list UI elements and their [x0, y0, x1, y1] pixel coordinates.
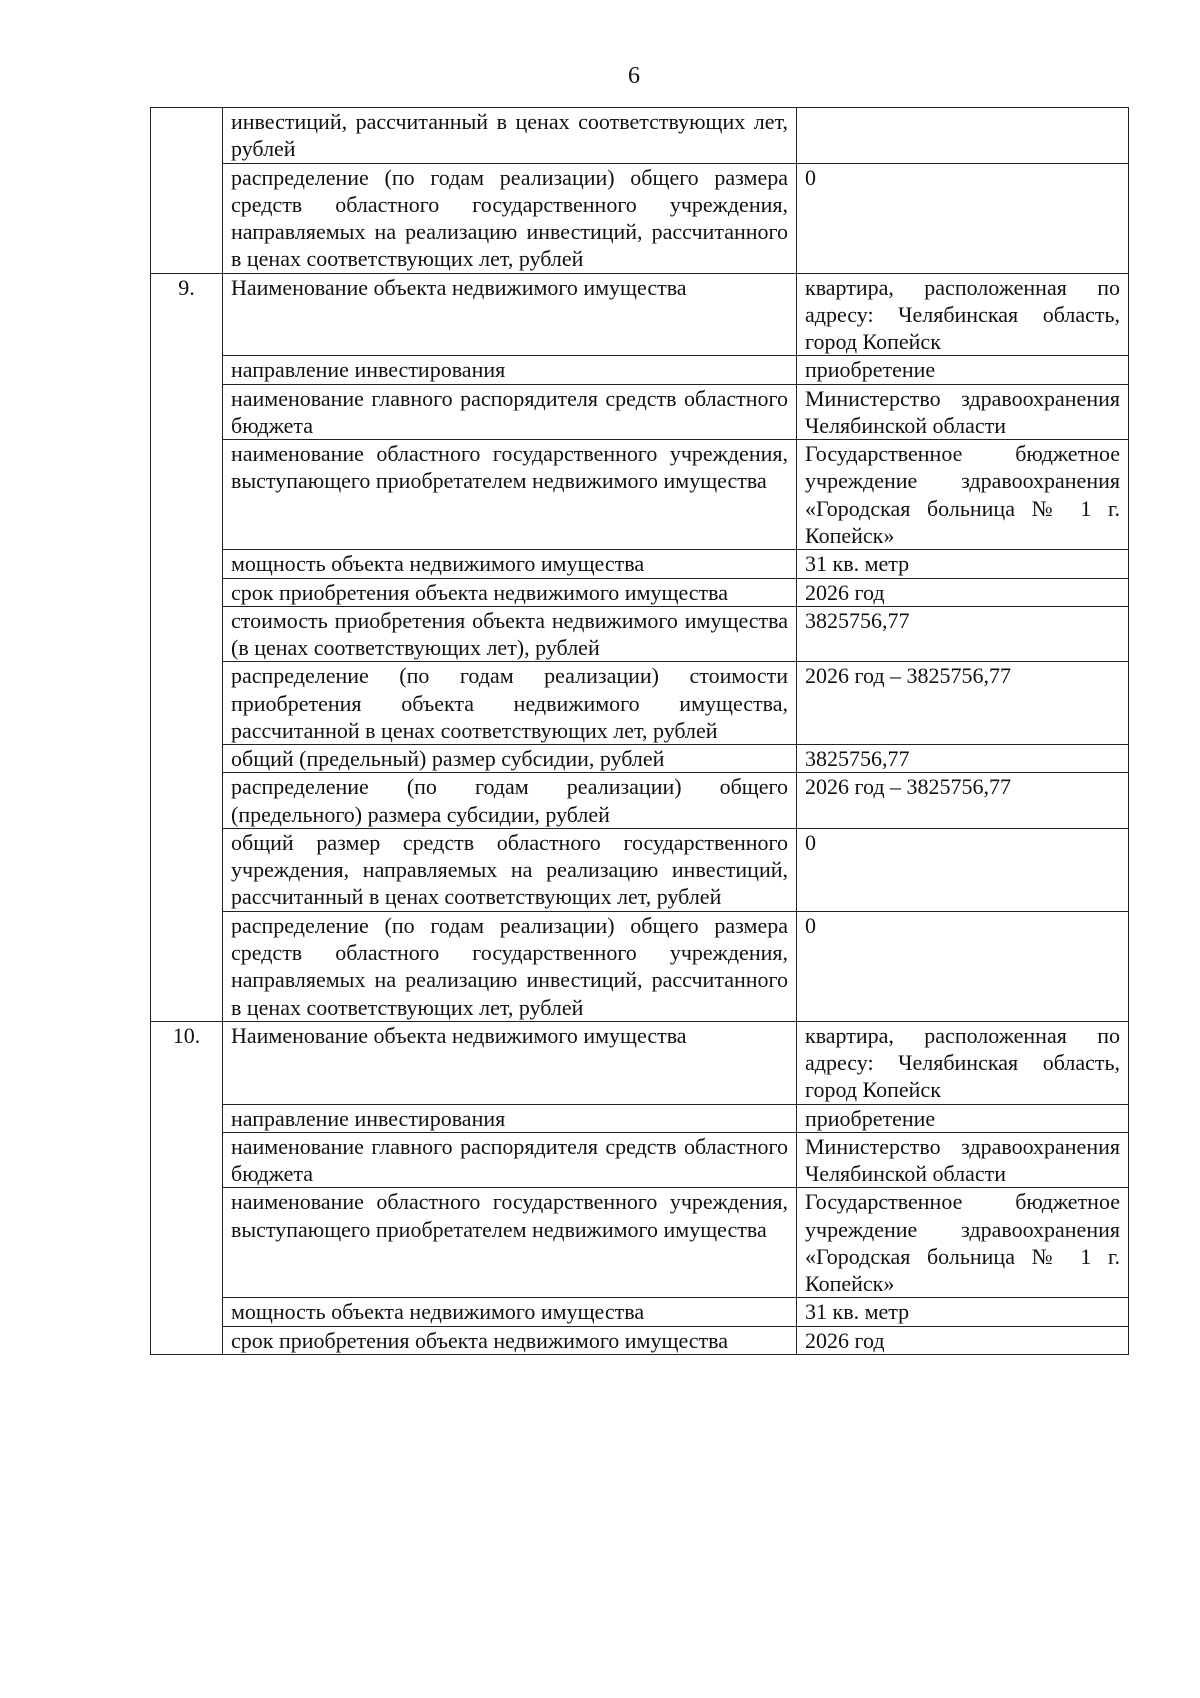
row-value: квартира, расположенная по адресу: Челябинская область, город Копейск [797, 1021, 1129, 1104]
row-value: приобретение [797, 1104, 1129, 1132]
table-row [151, 1298, 1129, 1326]
row-value: Министерство здравоохранения Челябинской области [797, 1132, 1129, 1188]
row-value: 2026 год – 3825756,77 [797, 662, 1129, 745]
table-row [151, 745, 1129, 773]
table-row [151, 606, 1129, 662]
row-label: направление инвестирования [223, 1104, 797, 1132]
row-value: 0 [797, 163, 1129, 273]
investment-table [150, 107, 1129, 1355]
row-label: распределение (по годам реализации) общего размера средств областного государственного учреждения, направляемых на реализацию инвестиций, рассчитанного в ценах соответствующих лет, рублей [223, 911, 797, 1021]
row-value: 2026 год – 3825756,77 [797, 773, 1129, 829]
row-value [797, 108, 1129, 164]
table-row [151, 108, 1129, 164]
item-number: 9. [151, 273, 223, 1021]
table-row [151, 1104, 1129, 1132]
table-row [151, 440, 1129, 550]
row-label: наименование главного распорядителя средств областного бюджета [223, 1132, 797, 1188]
table-row [151, 1132, 1129, 1188]
table-row [151, 1021, 1129, 1104]
table-row [151, 163, 1129, 273]
row-label: мощность объекта недвижимого имущества [223, 1298, 797, 1326]
row-label: срок приобретения объекта недвижимого имущества [223, 1326, 797, 1354]
item-number: 10. [151, 1021, 223, 1354]
table-row [151, 356, 1129, 384]
row-label: распределение (по годам реализации) общего (предельного) размера субсидии, рублей [223, 773, 797, 829]
row-label: распределение (по годам реализации) общего размера средств областного государственного учреждения, направляемых на реализацию инвестиций, рассчитанного в ценах соответствующих лет, рублей [223, 163, 797, 273]
row-value: 2026 год [797, 578, 1129, 606]
row-value: 3825756,77 [797, 745, 1129, 773]
table-row [151, 911, 1129, 1021]
row-value: 31 кв. метр [797, 1298, 1129, 1326]
row-label: Наименование объекта недвижимого имущества [223, 273, 797, 356]
item-number [151, 108, 223, 274]
table-row [151, 578, 1129, 606]
row-value: 0 [797, 828, 1129, 911]
row-label: инвестиций, рассчитанный в ценах соответствующих лет, рублей [223, 108, 797, 164]
row-value: квартира, расположенная по адресу: Челябинская область, город Копейск [797, 273, 1129, 356]
row-label: Наименование объекта недвижимого имущества [223, 1021, 797, 1104]
page-number: 6 [628, 63, 640, 89]
row-value: 31 кв. метр [797, 550, 1129, 578]
row-value: 2026 год [797, 1326, 1129, 1354]
table-row [151, 773, 1129, 829]
row-label: наименование главного распорядителя средств областного бюджета [223, 384, 797, 440]
row-value: приобретение [797, 356, 1129, 384]
table-row [151, 1326, 1129, 1354]
row-label: направление инвестирования [223, 356, 797, 384]
table-row [151, 1188, 1129, 1298]
table-row [151, 273, 1129, 356]
row-value: 3825756,77 [797, 606, 1129, 662]
table-row [151, 662, 1129, 745]
table-row [151, 550, 1129, 578]
row-label: распределение (по годам реализации) стоимости приобретения объекта недвижимого имущества, рассчитанной в ценах соответствующих лет, рублей [223, 662, 797, 745]
row-label: общий размер средств областного государственного учреждения, направляемых на реализацию инвестиций, рассчитанный в ценах соответствующих лет, рублей [223, 828, 797, 911]
row-value: Государственное бюджетное учреждение здравоохранения «Городская больница № 1 г. Копейск» [797, 440, 1129, 550]
row-label: наименование областного государственного учреждения, выступающего приобретателем недвижимого имущества [223, 440, 797, 550]
table-row [151, 384, 1129, 440]
table-row [151, 828, 1129, 911]
row-label: общий (предельный) размер субсидии, рублей [223, 745, 797, 773]
row-value: Министерство здравоохранения Челябинской области [797, 384, 1129, 440]
row-label: наименование областного государственного учреждения, выступающего приобретателем недвижимого имущества [223, 1188, 797, 1298]
row-label: мощность объекта недвижимого имущества [223, 550, 797, 578]
row-label: срок приобретения объекта недвижимого имущества [223, 578, 797, 606]
row-value: 0 [797, 911, 1129, 1021]
row-value: Государственное бюджетное учреждение здравоохранения «Городская больница № 1 г. Копейск» [797, 1188, 1129, 1298]
row-label: стоимость приобретения объекта недвижимого имущества (в ценах соответствующих лет), рублей [223, 606, 797, 662]
